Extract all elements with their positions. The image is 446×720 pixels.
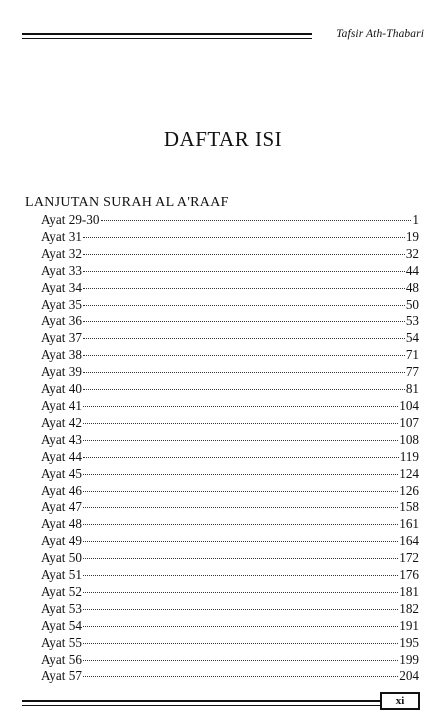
toc-entry-label: Ayat 55 <box>41 634 82 650</box>
toc-entry-label: Ayat 46 <box>41 482 82 498</box>
toc-entry[interactable] <box>41 313 419 330</box>
toc-entry-label: Ayat 31 <box>41 228 82 244</box>
toc-entry[interactable] <box>41 533 419 550</box>
toc-entry[interactable] <box>41 449 419 466</box>
dot-leader <box>83 490 398 492</box>
toc-entry[interactable] <box>41 381 419 398</box>
dot-leader <box>83 473 398 475</box>
footer-rule <box>22 700 380 702</box>
toc-entry[interactable] <box>41 550 419 567</box>
header-rule-thin <box>22 38 312 39</box>
toc-entry-label: Ayat 44 <box>41 448 82 464</box>
toc-entry-label: Ayat 50 <box>41 550 82 566</box>
dot-leader <box>83 287 405 289</box>
dot-leader <box>83 439 398 441</box>
dot-leader <box>83 304 405 306</box>
toc-entry-label: Ayat 41 <box>41 397 82 413</box>
toc-entry[interactable] <box>41 229 419 246</box>
toc-entry-page: 19 <box>405 228 419 244</box>
toc-entry-page: 107 <box>399 414 419 430</box>
toc-entry-page: 161 <box>399 516 419 532</box>
toc-entry-page: 164 <box>399 533 419 549</box>
toc-entry-page: 158 <box>399 499 419 515</box>
toc-entry-label: Ayat 38 <box>41 347 82 363</box>
toc-entry[interactable] <box>41 415 419 432</box>
toc-entry-page: 54 <box>405 330 419 346</box>
toc-entry[interactable] <box>41 347 419 364</box>
toc-entry[interactable] <box>41 516 419 533</box>
toc-entry-page: 77 <box>405 364 419 380</box>
toc-entry-page: 32 <box>405 245 419 261</box>
toc-entry-label: Ayat 35 <box>41 296 82 312</box>
toc-entry-page: 195 <box>399 634 419 650</box>
toc-entry-page: 181 <box>399 583 419 599</box>
toc-entry-label: Ayat 39 <box>41 364 82 380</box>
toc-entry-page: 108 <box>399 431 419 447</box>
toc-entry-label: Ayat 42 <box>41 414 82 430</box>
toc-entry-label: Ayat 56 <box>41 651 82 667</box>
running-head: Tafsir Ath-Thabari <box>336 28 424 40</box>
toc-entry[interactable] <box>41 601 419 618</box>
toc-entry[interactable] <box>41 652 419 669</box>
toc-entry[interactable] <box>41 297 419 314</box>
toc-entry[interactable] <box>41 618 419 635</box>
toc-entry[interactable] <box>41 432 419 449</box>
toc-entry-label: Ayat 47 <box>41 499 82 515</box>
toc-entry[interactable] <box>41 246 419 263</box>
toc-entry-label: Ayat 34 <box>41 279 82 295</box>
toc-entry-label: Ayat 53 <box>41 600 82 616</box>
toc-entry-label: Ayat 57 <box>41 668 82 684</box>
toc-entry[interactable] <box>41 280 419 297</box>
toc-entry-label: Ayat 33 <box>41 262 82 278</box>
toc-entry-page: 124 <box>399 465 419 481</box>
dot-leader <box>83 253 405 255</box>
toc-entry[interactable] <box>41 668 419 685</box>
dot-leader <box>83 320 405 322</box>
toc-entry-page: 53 <box>405 313 419 329</box>
toc-entry-label: Ayat 40 <box>41 381 82 397</box>
toc-entry-page: 50 <box>405 296 419 312</box>
toc-entry-page: 182 <box>399 600 419 616</box>
toc-entry-page: 119 <box>399 448 419 464</box>
toc-entry-label: Ayat 43 <box>41 431 82 447</box>
dot-leader <box>101 219 412 221</box>
dot-leader <box>83 456 399 458</box>
toc-entry-label: Ayat 51 <box>41 567 82 583</box>
toc-entry-page: 191 <box>399 617 419 633</box>
toc-entry-label: Ayat 45 <box>41 465 82 481</box>
dot-leader <box>83 405 398 407</box>
toc-entry-label: Ayat 36 <box>41 313 82 329</box>
toc-entry-label: Ayat 54 <box>41 617 82 633</box>
dot-leader <box>83 591 398 593</box>
toc-entry[interactable] <box>41 584 419 601</box>
toc-entry-page: 176 <box>399 567 419 583</box>
toc-entry-label: Ayat 37 <box>41 330 82 346</box>
toc-entry-label: Ayat 32 <box>41 245 82 261</box>
toc-entry[interactable] <box>41 499 419 516</box>
dot-leader <box>83 371 405 373</box>
toc-entry[interactable] <box>41 567 419 584</box>
toc-entry[interactable] <box>41 466 419 483</box>
dot-leader <box>83 574 398 576</box>
toc-entry-label: Ayat 29-30 <box>41 212 100 227</box>
toc-entry-label: Ayat 48 <box>41 516 82 532</box>
dot-leader <box>83 506 398 508</box>
dot-leader <box>83 270 405 272</box>
toc-entry[interactable] <box>41 330 419 347</box>
header-rule <box>22 33 312 35</box>
toc-entry[interactable] <box>41 212 419 229</box>
dot-leader <box>83 337 405 339</box>
toc-entry-page: 126 <box>399 482 419 498</box>
toc-entry-page: 81 <box>405 381 419 397</box>
toc-entry-page: 48 <box>405 279 419 295</box>
dot-leader <box>83 625 398 627</box>
dot-leader <box>83 523 398 525</box>
toc-entry-page: 199 <box>399 651 419 667</box>
footer-rule-thin <box>22 705 380 706</box>
dot-leader <box>83 354 405 356</box>
table-of-contents <box>41 212 419 685</box>
toc-entry-page: 1 <box>412 212 419 227</box>
dot-leader <box>83 422 398 424</box>
dot-leader <box>83 659 398 661</box>
toc-entry-page: 44 <box>405 262 419 278</box>
toc-entry-page: 104 <box>399 397 419 413</box>
toc-entry[interactable] <box>41 263 419 280</box>
toc-entry-page: 204 <box>399 668 419 684</box>
toc-entry[interactable] <box>41 364 419 381</box>
dot-leader <box>83 608 398 610</box>
toc-entry-page: 172 <box>399 550 419 566</box>
dot-leader <box>83 557 398 559</box>
dot-leader <box>83 540 398 542</box>
toc-entry-label: Ayat 49 <box>41 533 82 549</box>
dot-leader <box>83 236 405 238</box>
section-heading: LANJUTAN SURAH AL A'RAAF <box>25 195 229 210</box>
toc-entry-page: 71 <box>405 347 419 363</box>
toc-entry[interactable] <box>41 635 419 652</box>
toc-entry[interactable] <box>41 483 419 500</box>
dot-leader <box>83 675 398 677</box>
toc-entry[interactable] <box>41 398 419 415</box>
dot-leader <box>83 642 398 644</box>
page-title: DAFTAR ISI <box>163 127 283 151</box>
page-number: xi <box>380 692 420 710</box>
dot-leader <box>83 388 405 390</box>
toc-entry-label: Ayat 52 <box>41 583 82 599</box>
